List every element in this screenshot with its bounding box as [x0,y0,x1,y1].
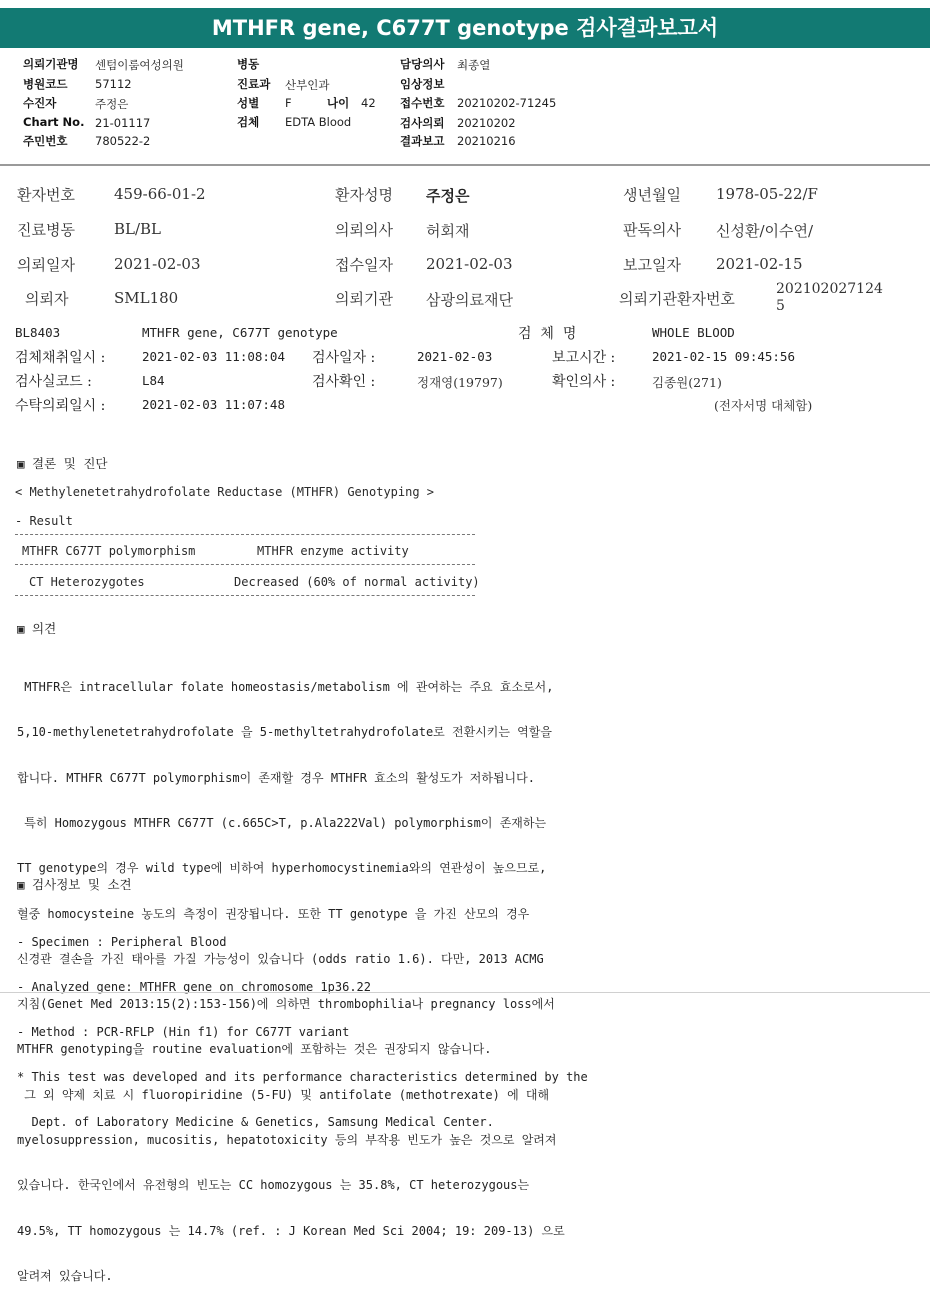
patient-no-label: 환자번호 [17,186,75,204]
test-info-line: - Analyzed gene: MTHFR gene on chromosome 1p36.22 [17,980,372,994]
request-date-value: 20210202 [457,116,516,130]
header-divider [0,164,930,166]
consign-time-value: 2021-02-03 11:07:48 [142,397,285,412]
result-table-rule-top [15,534,475,535]
specimen-name-value: WHOLE BLOOD [652,325,735,340]
opinion-heading: ▣ 의견 [17,621,57,636]
result-table-rule-bottom [15,595,475,596]
dept-label: 진료과 [237,77,271,91]
opinion-line: MTHFR genotyping을 routine evaluation에 포함하는 것은 권장되지 않습니다. [17,1042,492,1057]
opinion-line: 혈중 homocysteine 농도의 측정이 권장됩니다. 또한 TT genotype 을 가진 산모의 경우 [17,906,530,921]
consign-time-label: 수탁의뢰일시 : [15,398,106,414]
chart-no-label: Chart No. [23,115,85,129]
reading-doctor-label: 판독의사 [623,221,681,239]
opinion-line: 합니다. MTHFR C677T polymorphism이 존재할 경우 MTHFR 효소의 활성도가 저하됩니다. [17,770,535,785]
report-date-label: 결과보고 [400,134,445,148]
report-date-label-2: 보고일자 [623,256,681,274]
ref-patient-no-value-cont: 5 [776,298,785,314]
lab-code-label: 검사실코드 : [15,374,92,390]
test-info-line: Dept. of Laboratory Medicine & Genetics, Samsung Medical Center. [17,1115,494,1129]
confirm-doctor-label: 확인의사 : [552,374,616,390]
genotyping-subtitle: < Methylenetetrahydrofolate Reductase (MTHFR) Genotyping > [15,485,435,499]
opinion-line: 특히 Homozygous MTHFR C677T (c.665C>T, p.Ala222Val) polymorphism이 존재하는 [17,816,547,831]
opinion-line: TT genotype의 경우 wild type에 비하여 hyperhomocystinemia와의 연관성이 높으므로, [17,861,547,876]
reception-no-value: 20210202-71245 [457,96,557,110]
dept-value: 산부인과 [285,78,330,92]
sex-label: 성별 [237,96,260,110]
hospital-name-label: 의뢰기관명 [23,57,79,71]
report-time-label: 보고시간 : [552,350,616,366]
collect-time-label: 검체채취일시 : [15,350,106,366]
resident-no-value: 780522-2 [95,134,151,148]
ref-doctor-label: 의뢰의사 [335,221,393,239]
result-genotype: CT Heterozygotes [29,575,145,589]
opinion-line: 그 외 약제 치료 시 fluoropiridine (5-FU) 및 antifolate (methotrexate) 에 대해 [17,1087,550,1102]
opinion-line: 5,10-methylenetetrahydrofolate 을 5-methyltetrahydrofolate로 전환시키는 역할을 [17,725,552,740]
doctor-label: 담당의사 [400,57,445,71]
ref-institution-value: 삼광의료재단 [426,291,513,309]
col-header-enzyme: MTHFR enzyme activity [257,544,409,558]
reception-date-value: 2021-02-03 [426,255,513,273]
opinion-line: 지침(Genet Med 2013:15(2):153-156)에 의하면 thrombophilia나 pregnancy loss에서 [17,997,555,1012]
ward-label-2: 진료병동 [17,221,75,239]
opinion-line: 49.5%, TT homozygous 는 14.7% (ref. : J Korean Med Sci 2004; 19: 209-13) 으로 [17,1223,565,1238]
ref-patient-no-label: 의뢰기관환자번호 [619,290,735,308]
ref-patient-no-value: 202102027124 [776,281,883,297]
ref-date-label: 의뢰일자 [17,256,75,274]
col-header-polymorphism: MTHFR C677T polymorphism [22,544,196,558]
birth-value: 1978-05-22/F [716,185,818,203]
ward-label: 병동 [237,57,260,71]
resident-no-label: 주민번호 [23,134,68,148]
opinion-line: 알려져 있습니다. [17,1268,113,1283]
test-name: MTHFR gene, C677T genotype [142,325,338,340]
result-label: - Result [15,514,73,528]
requester-label: 의뢰자 [25,290,69,308]
sex-value: F [285,96,292,110]
report-title: MTHFR gene, C677T genotype 검사결과보고서 [211,16,719,40]
reception-no-label: 접수번호 [400,96,445,110]
birth-label: 생년월일 [623,186,681,204]
test-confirm-value: 정재영(19797) [417,375,503,390]
ward-value-2: BL/BL [114,220,162,238]
test-info-line: - Specimen : Peripheral Blood [17,935,227,949]
test-info-line: - Method : PCR-RFLP (Hin f1) for C677T variant [17,1025,350,1039]
report-date-value: 20210216 [457,134,516,148]
test-confirm-label: 검사확인 : [312,374,376,390]
specimen-value: EDTA Blood [285,115,352,129]
opinion-line: 있습니다. 한국인에서 유전형의 빈도는 CC homozygous 는 35.8%, CT heterozygous는 [17,1178,530,1193]
collect-time-value: 2021-02-03 11:08:04 [142,349,285,364]
ref-doctor-value: 허회재 [426,222,470,240]
result-activity: Decreased (60% of normal activity) [234,575,480,589]
age-value: 42 [361,96,376,110]
opinion-line: 신경관 결손을 가진 태아를 가질 가능성이 있습니다 (odds ratio 1.6). 다만, 2013 ACMG [17,951,544,966]
test-date-label: 검사일자 : [312,350,376,366]
ref-institution-label: 의뢰기관 [335,290,393,308]
test-info-line: * This test was developed and its performance characteristics determined by the [17,1070,588,1084]
examinee-label: 수진자 [23,96,57,110]
clinical-info-label: 임상정보 [400,77,445,91]
report-title-bar [0,8,930,48]
result-table-rule-mid [15,564,475,565]
age-label: 나이 [327,96,350,110]
reading-doctor-value: 신성환/이수연/ [716,222,814,240]
test-date-value: 2021-02-03 [417,349,493,364]
reception-date-label: 접수일자 [335,256,393,274]
patient-name-label: 환자성명 [335,186,393,204]
ref-date-value: 2021-02-03 [114,255,201,273]
request-date-label: 검사의뢰 [400,116,445,130]
opinion-line: myelosuppression, mucositis, hepatotoxicity 등의 부작용 빈도가 높은 것으로 알려져 [17,1133,557,1147]
requester-value: SML180 [114,289,179,307]
hospital-name-value: 센텀이룸여성의원 [95,58,184,72]
examinee-value: 주정은 [95,97,129,111]
confirm-doctor-value: 김종원(271) [652,375,722,390]
opinion-line: MTHFR은 intracellular folate homeostasis/metabolism 에 관여하는 주요 효소로서, [17,680,554,695]
test-info-list [17,905,657,1160]
test-code: BL8403 [15,325,61,340]
specimen-label: 검체 [237,115,260,129]
report-date-value-2: 2021-02-15 [716,255,803,273]
patient-name-value: 주정은 [426,187,470,205]
hospital-code-value: 57112 [95,77,132,91]
report-time-value: 2021-02-15 09:45:56 [652,349,795,364]
specimen-name-label: 검 체 명 [518,326,577,342]
conclusion-heading: ▣ 결론 및 진단 [17,456,108,471]
hospital-code-label: 병원코드 [23,77,68,91]
e-signature-note: (전자서명 대체함) [714,398,813,413]
footer-divider [0,992,930,993]
lab-code-value: L84 [142,373,165,388]
patient-no-value: 459-66-01-2 [114,185,206,203]
test-info-heading: ▣ 검사정보 및 소견 [17,877,132,892]
doctor-value: 최종열 [457,58,491,72]
chart-no-value: 21-01117 [95,116,151,130]
